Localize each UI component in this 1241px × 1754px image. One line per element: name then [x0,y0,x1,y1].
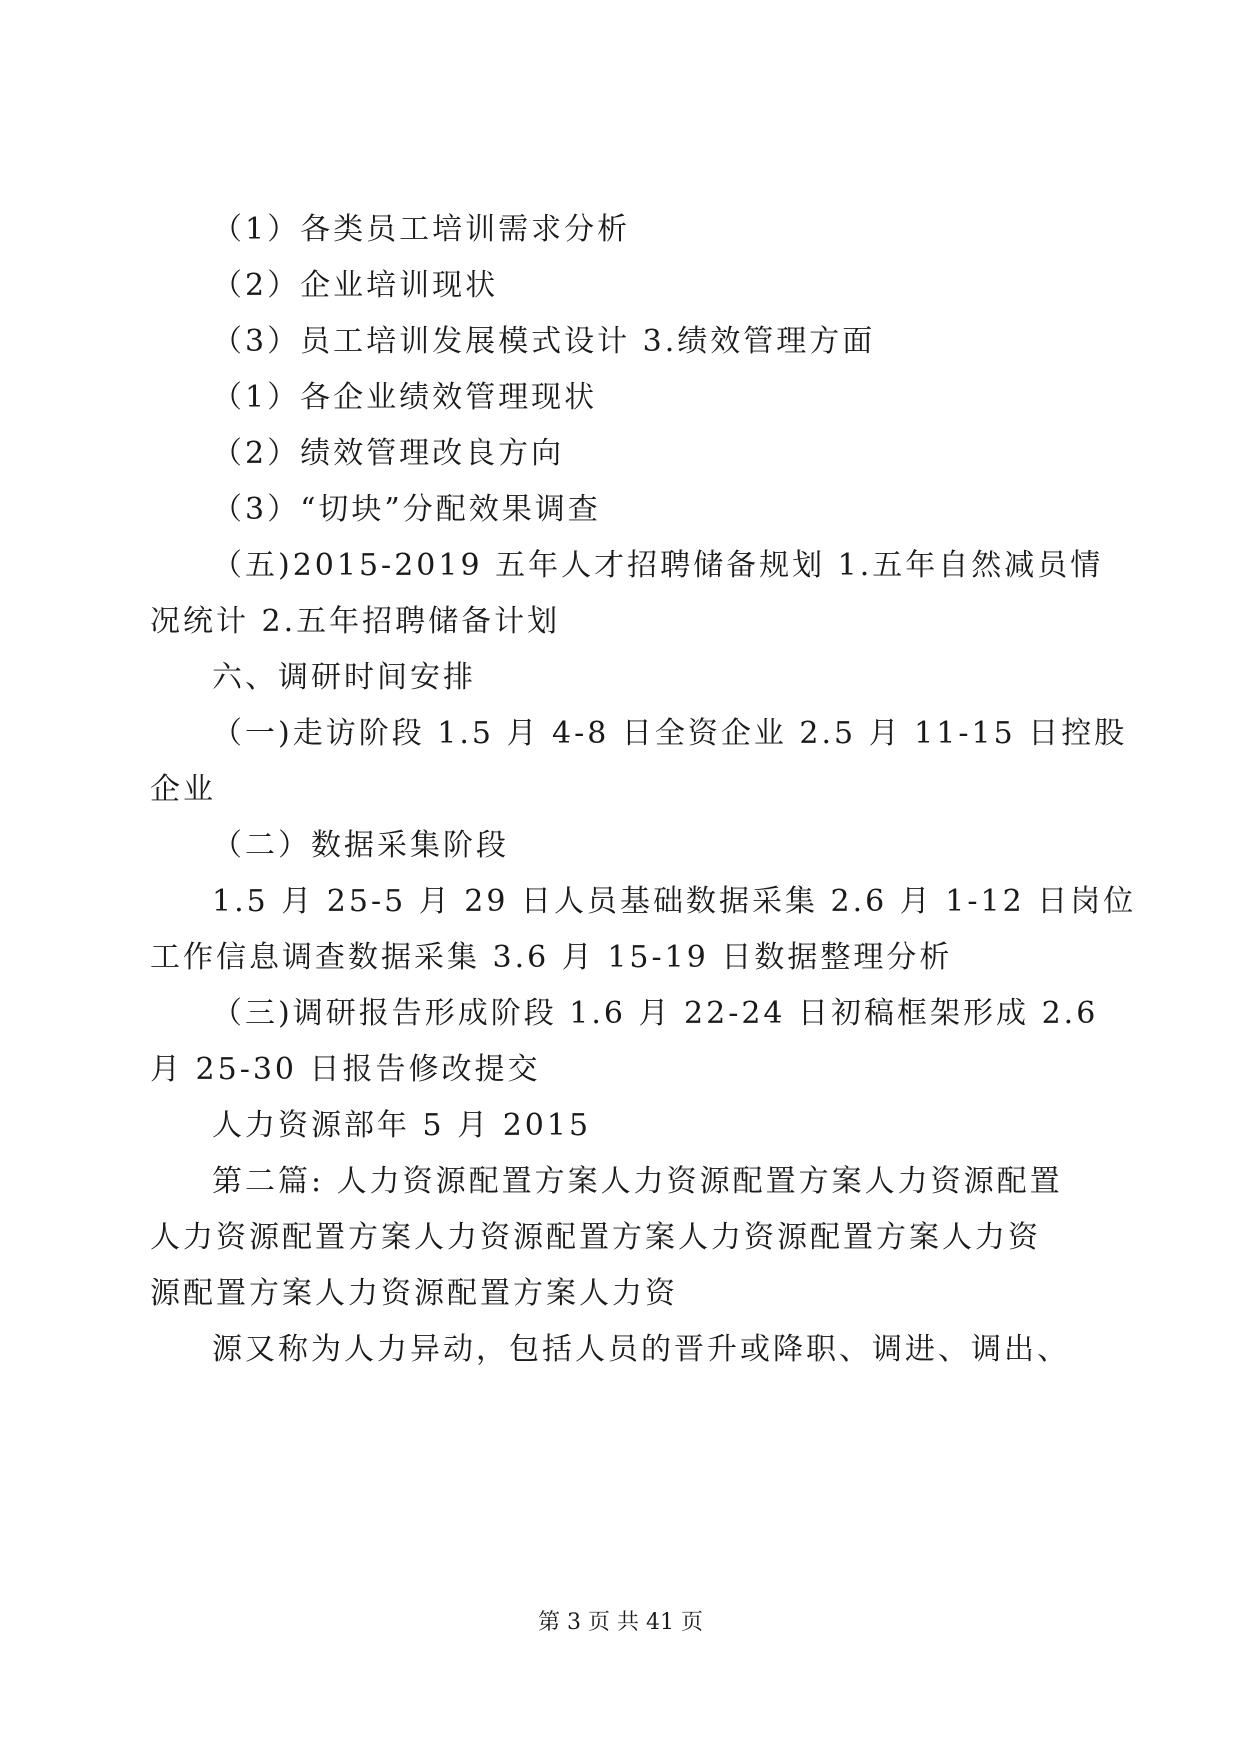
page-number-footer: 第 3 页 共 41 页 [538,1610,703,1635]
signature-line: 人力资源部年 5 月 2015 [212,1108,592,1143]
section-heading: 六、调研时间安排 [212,660,476,695]
text-line: （2）企业培训现状 [212,268,499,303]
text-line: （1）各类员工培训需求分析 [212,212,631,247]
text-line: （3）员工培训发展模式设计 3.绩效管理方面 [212,324,876,359]
text-line: 月 25-30 日报告修改提交 [150,1052,541,1087]
text-line: （三)调研报告形成阶段 1.6 月 22-24 日初稿框架形成 2.6 [212,996,1099,1031]
text-line: 源配置方案人力资源配置方案人力资 [150,1276,678,1311]
text-line: （1）各企业绩效管理现状 [212,380,598,415]
text-line: （3）“切块”分配效果调查 [212,492,601,527]
text-line: 1.5 月 25-5 月 29 日人员基础数据采集 2.6 月 1-12 日岗位 [212,884,1137,919]
text-line: 人力资源配置方案人力资源配置方案人力资源配置方案人力资 [150,1220,1041,1255]
text-line: 源又称为人力异动，包括人员的晋升或降职、调进、调出、 [212,1332,1070,1367]
text-line: 企业 [150,772,216,807]
text-line: （2）绩效管理改良方向 [212,436,565,471]
text-line: （一)走访阶段 1.5 月 4-8 日全资企业 2.5 月 11-15 日控股 [212,716,1128,751]
text-line: （五)2015-2019 五年人才招聘储备规划 1.五年自然减员情 [212,548,1104,583]
chapter-title: 第二篇: 人力资源配置方案人力资源配置方案人力资源配置 [212,1164,1063,1199]
text-line: （二）数据采集阶段 [212,828,509,863]
text-line: 工作信息调查数据采集 3.6 月 15-19 日数据整理分析 [150,940,953,975]
text-line: 况统计 2.五年招聘储备计划 [150,604,561,639]
